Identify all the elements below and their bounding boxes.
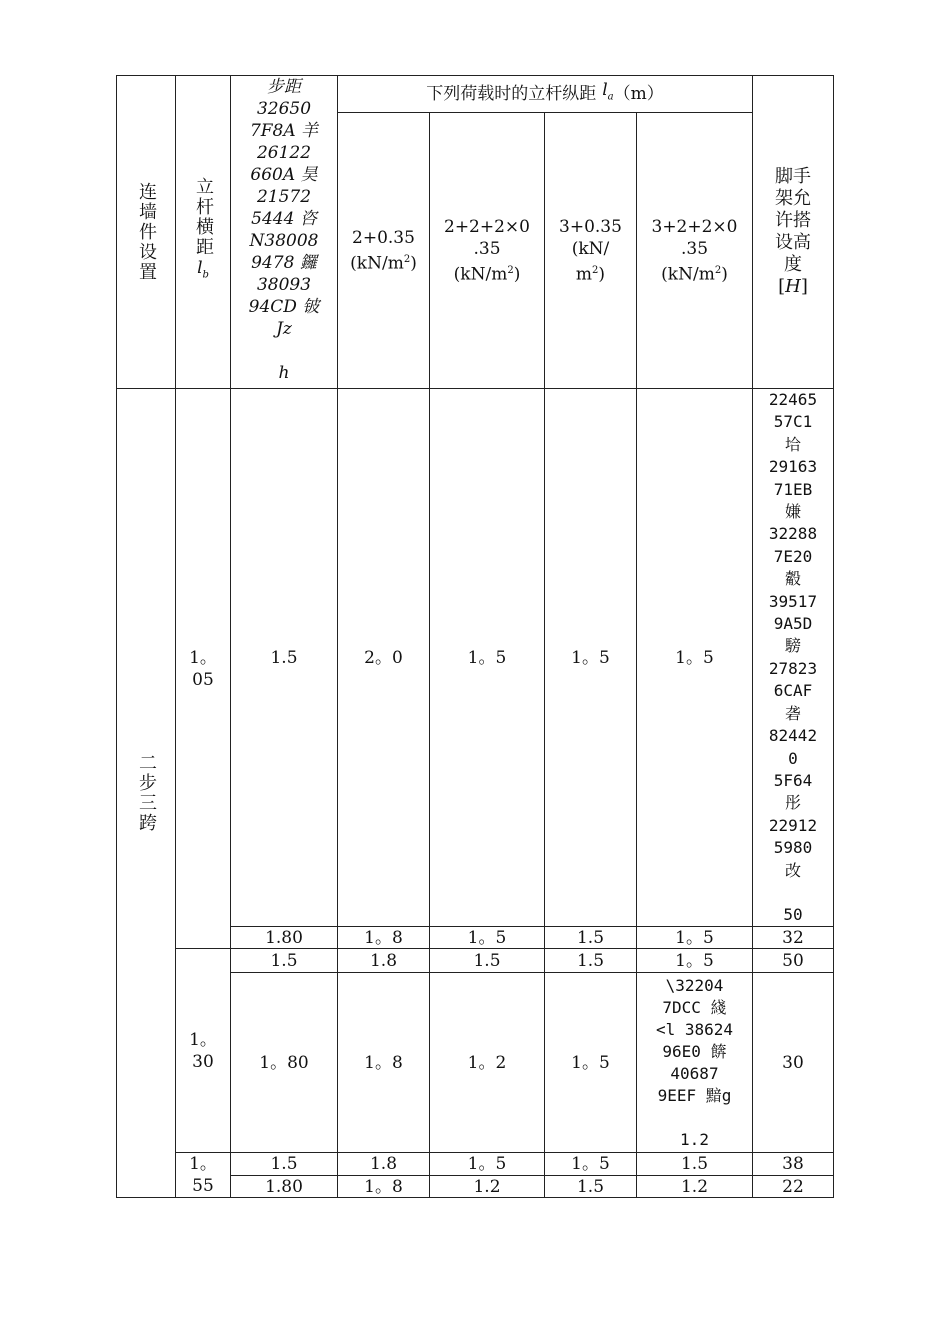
row5-h: 1.5	[230, 1152, 338, 1176]
header-load-2	[429, 112, 545, 389]
lb-cell-2: 1。 30	[175, 948, 231, 1153]
load-3-line-2: (kN/	[571, 238, 610, 259]
header-longitudinal-symbol: $l_a$	[602, 80, 614, 103]
row1-v3: 1。5	[544, 388, 637, 927]
allowable-height-label: 脚手 架允 许搭 设高 度	[775, 166, 811, 275]
row3-v2: 1.5	[429, 948, 545, 973]
header-load-1	[337, 112, 430, 389]
load-1-line-2: $(kN/m^2)$	[350, 253, 417, 274]
header-longitudinal-spacing	[337, 75, 753, 113]
load-4-line-3: $(kN/m^2)$	[661, 264, 728, 285]
header-pole-transverse-symbol: $l_b$	[197, 258, 209, 281]
row6-h: 1.80	[230, 1175, 338, 1198]
row2-H: 32	[752, 926, 834, 949]
row2-v3: 1.5	[544, 926, 637, 949]
row6-v4: 1.2	[636, 1175, 753, 1198]
row5-v2: 1。5	[429, 1152, 545, 1176]
row1-v4: 1。5	[636, 388, 753, 927]
header-longitudinal-title: 下列荷载时的立杆纵距	[426, 84, 597, 104]
row2-v1: 1。8	[337, 926, 430, 949]
row1-v1: 2。0	[337, 388, 430, 927]
row6-v1: 1。8	[337, 1175, 430, 1198]
load-2-line-2: .35	[473, 238, 501, 259]
header-pole-transverse-label: 立杆横距	[193, 177, 214, 258]
header-load-3	[544, 112, 637, 389]
row3-H: 50	[752, 948, 834, 973]
group-label: 二步三跨	[116, 388, 176, 1198]
row3-v4: 1。5	[636, 948, 753, 973]
load-3-line-3: $m^2$)	[575, 264, 606, 285]
row2-v2: 1。5	[429, 926, 545, 949]
row5-v4: 1.5	[636, 1152, 753, 1176]
row1-h: 1.5	[230, 388, 338, 927]
row4-v2: 1。2	[429, 972, 545, 1153]
load-1-line-1: 2+0.35	[352, 227, 415, 248]
row4-v3: 1。5	[544, 972, 637, 1153]
header-load-4	[636, 112, 753, 389]
load-2-line-3: $(kN/m^2)$	[453, 264, 521, 285]
row6-v2: 1.2	[429, 1175, 545, 1198]
load-4-line-1: 3+2+2×0	[651, 216, 738, 237]
row5-H: 38	[752, 1152, 834, 1176]
load-4-line-2: .35	[680, 238, 709, 259]
header-allowable-height	[752, 75, 834, 389]
row4-v1: 1。8	[337, 972, 430, 1153]
row4-H: 30	[752, 972, 834, 1153]
row3-v3: 1.5	[544, 948, 637, 973]
header-pole-transverse-spacing	[175, 75, 231, 389]
row3-v1: 1.8	[337, 948, 430, 973]
load-2-line-1: 2+2+2×0	[444, 216, 530, 237]
row3-h: 1.5	[230, 948, 338, 973]
load-3-line-1: 3+0.35	[559, 216, 622, 237]
header-step-distance: 步距 32650 7F8A 羊 26122 660A 昊 21572 5444 咨 N38008 9478 鑼 38093 94CD 铍 Jz h	[230, 75, 338, 389]
row2-h: 1.80	[230, 926, 338, 949]
lb-cell-3: 1。 55	[175, 1152, 231, 1198]
header-wall-tie: 连墙件设置	[116, 75, 176, 389]
row1-H: 22465 57C1 垥 29163 71EB 嫌 32288 7E20 觳 39517 9A5D 騯 27823 6CAF 砻 82442 0 5F64 彤 22912 5980 改 50	[752, 388, 834, 927]
row5-v1: 1.8	[337, 1152, 430, 1176]
lb-cell-1: 1。 05	[175, 388, 231, 949]
header-longitudinal-unit: （m）	[613, 84, 664, 104]
row2-v4: 1。5	[636, 926, 753, 949]
row6-H: 22	[752, 1175, 834, 1198]
row4-v4: \32204 7DCC 綫 <l 38624 96E0 餴 40687 9EEF 黯g 1.2	[636, 972, 753, 1153]
row1-v2: 1。5	[429, 388, 545, 927]
row6-v3: 1.5	[544, 1175, 637, 1198]
allowable-height-symbol: [H]	[778, 276, 808, 297]
row4-h: 1。80	[230, 972, 338, 1153]
row5-v3: 1。5	[544, 1152, 637, 1176]
